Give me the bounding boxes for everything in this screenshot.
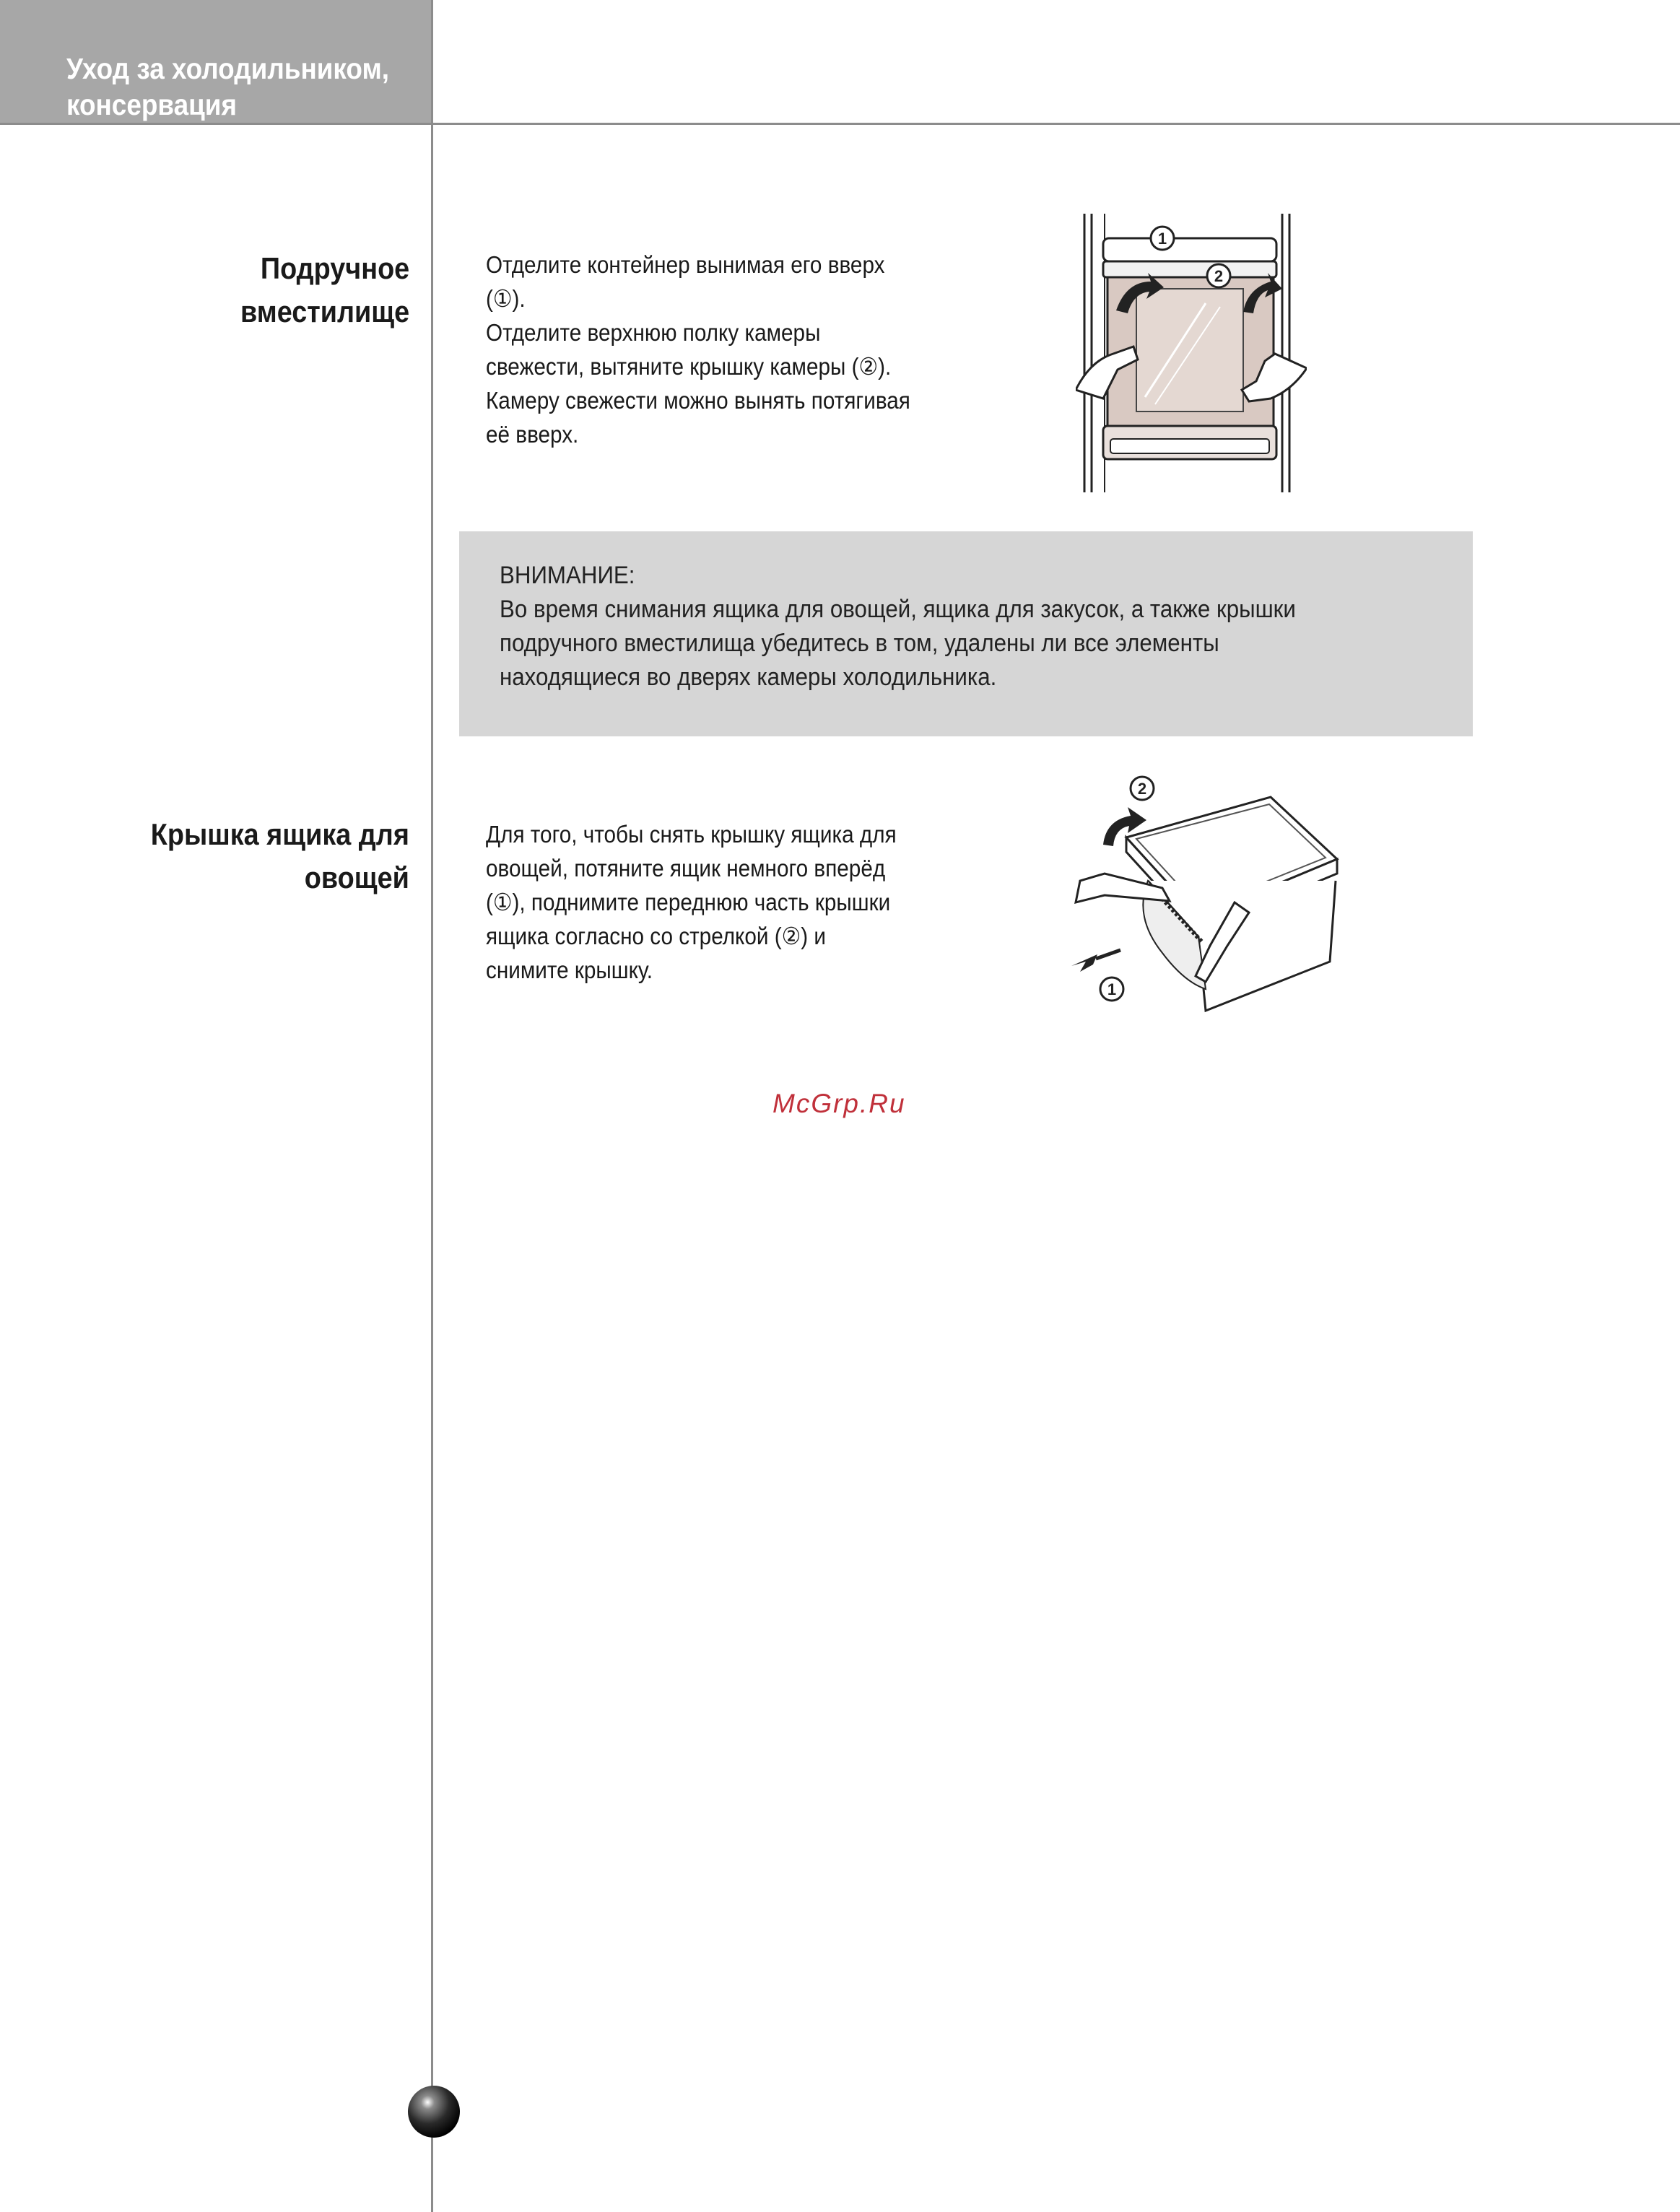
section1-text-line: Отделите контейнер вынимая его вверх	[486, 251, 885, 278]
header-banner	[0, 0, 432, 123]
figure1-label-1: 1	[1157, 230, 1167, 248]
section2-text-line: овощей, потяните ящик немного вперёд	[486, 855, 886, 881]
section-title-handy-storage	[240, 247, 409, 334]
section1-text-line: Камеру свежести можно вынять потягивая	[486, 387, 910, 414]
warning-heading: ВНИМАНИЕ:	[500, 562, 635, 589]
section1-title-line2: вместилище	[240, 295, 409, 328]
page-marker-ball	[408, 2086, 460, 2138]
figure2-label-2: 2	[1137, 780, 1147, 798]
chapter-title-line2: консервация	[66, 88, 238, 121]
vegetable-drawer-illustration	[1061, 772, 1350, 1018]
watermark: McGrp.Ru	[772, 1089, 906, 1118]
section2-text-line: (①), поднимите переднюю часть крышки	[486, 889, 891, 915]
section2-text-line: ящика согласно со стрелкой (②) и	[486, 923, 826, 949]
chapter-title-line1: Уход за холодильником,	[66, 52, 390, 85]
section1-text-line: (①).	[486, 285, 526, 312]
section1-text-line: её вверх.	[486, 421, 579, 448]
section2-instructions	[486, 817, 897, 987]
door-bin-illustration	[1076, 209, 1307, 498]
section2-text-line: Для того, чтобы снять крышку ящика для	[486, 821, 897, 848]
vertical-divider	[431, 0, 433, 2212]
figure2-label-1: 1	[1107, 980, 1117, 998]
warning-line: находящиеся во дверях камеры холодильника.	[500, 663, 997, 691]
figure1-label-2: 2	[1214, 267, 1224, 285]
section1-title-line1: Подручное	[260, 251, 409, 285]
section1-text-line: Отделите верхнюю полку камеры	[486, 319, 821, 346]
section2-title-line2: овощей	[304, 861, 409, 894]
chapter-title	[66, 51, 389, 123]
horizontal-divider	[0, 123, 1680, 125]
section2-title-line1: Крышка ящика для	[150, 817, 409, 851]
section2-text-line: снимите крышку.	[486, 957, 653, 983]
warning-text	[500, 559, 1296, 694]
section1-text-line: свежести, вытяните крышку камеры (②).	[486, 353, 892, 380]
warning-line: Во время снимания ящика для овощей, ящика для закусок, а также крышки	[500, 596, 1296, 623]
warning-line: подручного вместилища убедитесь в том, удалены ли все элементы	[500, 630, 1219, 657]
section-title-vegetable-drawer-cover	[151, 813, 409, 900]
section1-instructions	[486, 248, 910, 451]
